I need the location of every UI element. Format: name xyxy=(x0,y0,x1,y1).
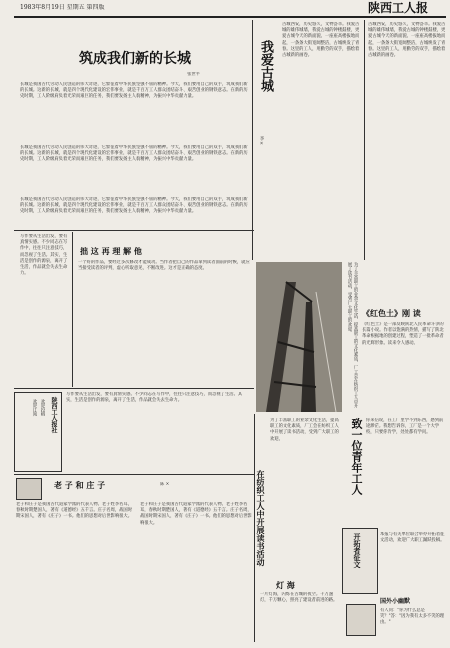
hard-work-title: 拙 这 再 理 解 他 xyxy=(80,246,142,256)
qa-cartoon xyxy=(346,604,376,636)
paper-name: 陕西工人报 xyxy=(368,1,429,15)
rule-v1 xyxy=(252,20,253,260)
laozi-body: 老子和庄子是我国古代道家学派的代表人物。老子姓李名耳，春秋时期楚国人，著有《道德经》五千言。庄子名周，战国时期宋国人，著有《庄子》一书。他们的思想对后世影响很大。 xyxy=(16,502,133,520)
laozi-icon-box xyxy=(16,478,42,500)
main-article-body-3: 长城是我国古代劳动人民创造的伟大奇迹，它象征着中华民族坚强不屈的精神。今天，我们要用自己的双手，筑成我们新的长城。这新的长城，就是四个现代化建设的宏伟事业，就是千百万工人群众团结奋斗、艰苦创业的钢铁意志。在新的历史时期，工人阶级肩负着光荣而艰巨的任务，我们要发扬主人翁精神，为振兴中华贡献力量。 xyxy=(20,197,248,215)
mid-body: 为了丰富职工的业余文化生活，提高职工的文化素质，厂工会在纺织工人中开展了读书活动，受到广大职工的欢迎。 xyxy=(270,418,339,442)
qa-title: 国外小幽默 xyxy=(380,598,411,605)
tower-photo xyxy=(256,262,342,412)
ad-line-1: 欢迎投稿 xyxy=(40,399,45,417)
rule-3 xyxy=(14,474,254,475)
rule-v2 xyxy=(364,20,365,260)
rule-v4 xyxy=(254,414,255,642)
date-line: 1983年8月19日 星期五 第四版 xyxy=(20,4,105,11)
rule-v3 xyxy=(72,232,73,387)
hard-work-body: 一个好的作品，要经过多次修改才能成功。当作者把自己的作品拿到读者面前的时候，就应当接受读者的评判，虚心听取意见，不断改进。这才是正确的态度。 xyxy=(78,260,250,272)
qa-body: 有人问："你为什么总是笑？"答："因为我有太多不笑的理由。" xyxy=(380,608,445,626)
red-soil-title: 《红色土》刚 读 xyxy=(362,308,421,318)
laozi-body-2: 老子和庄子是我国古代道家学派的代表人物。老子姓李名耳，春秋时期楚国人，著有《道德经》五千言。庄子名周，战国时期宋国人，著有《庄子》一书。他们的思想对后世影响很大。 xyxy=(140,502,252,526)
tower-photo-graphic xyxy=(256,262,342,412)
old-city-byline: 李 × xyxy=(259,136,264,147)
mid-vertical-title: 在纺织工人中开展读书活动 xyxy=(256,470,266,566)
writing-body: 写作要从生活出发，要有真情实感。不少同志在写作中，往往只注意技巧，而忽视了生活。其实，生活是创作的源泉，离开了生活，作品就会失去生命力。 xyxy=(20,234,68,277)
worker-title: 致一位青年工人 xyxy=(350,418,363,495)
poem-title: 灯 海 xyxy=(276,580,295,590)
ad-title: 陕西工人报社 xyxy=(50,397,57,433)
main-article-body: 长城是我国古代劳动人民创造的伟大奇迹，它象征着中华民族坚强不屈的精神。今天，我们要用自己的双手，筑成我们新的长城。这新的长城，就是四个现代化建设的宏伟事业，就是千百万工人群众团结奋斗、艰苦创业的钢铁意志。在新的历史时期，工人阶级肩负着光荣而艰巨的任务，我们要发扬主人翁精神，为振兴中华贡献力量。 xyxy=(20,82,248,100)
masthead-rule xyxy=(14,16,446,18)
worker-body: 你来信说，在工厂里学不到东西，感到前途渺茫。我想告诉你，工厂是一个大学校，只要你肯学，处处都有学问。 xyxy=(366,418,444,436)
collect-body: 本报与有关单位联合举办开拓者征文活动，欢迎广大职工踊跃投稿。 xyxy=(380,532,445,544)
red-soil-body: 《红色土》是一部反映陕北人民革命斗争的长篇小说。作者以饱满的热情，描写了陕北革命根据地的创建过程，塑造了一批革命者的光辉形象。读来令人感动。 xyxy=(362,322,444,346)
rule-2 xyxy=(14,388,254,389)
ad-line-2: 欢迎订阅 xyxy=(32,399,37,417)
left-lower-body: 写作要从生活出发，要有真情实感。不少同志在写作中，往往只注意技巧，而忽视了生活。其实，生活是创作的源泉，离开了生活，作品就会失去生命力。 xyxy=(66,392,243,404)
rule-1 xyxy=(14,230,254,231)
laozi-title: 老 子 和 庄 子 xyxy=(54,480,106,490)
old-city-body: 古城西安，历史悠久，文物荟萃。我爱古城的雄伟城墙，我爱古城的钟楼鼓楼，更爱古城今天的新面貌。一座座高楼拔地而起，一条条大街宽阔整洁，古城焕发了青春。这里的工人，用勤劳的双手，描绘着古城新的画卷。 xyxy=(282,22,360,59)
laozi-byline: 陈 × xyxy=(160,482,170,487)
ad-box xyxy=(14,392,62,472)
old-city-title: 我爱古城 xyxy=(258,40,273,92)
main-article-title: 筑成我们新的长城 xyxy=(79,51,191,67)
collect-title: 开拓者征文 xyxy=(353,533,362,568)
poem-body: 一片灯海，闪烁在古城的夜空。千万盏灯，千万颗心，照亮了建设者前进的路。 xyxy=(260,592,338,604)
right-top-body: 古城西安，历史悠久，文物荟萃。我爱古城的雄伟城墙，我爱古城的钟楼鼓楼，更爱古城今天的新面貌。一座座高楼拔地而起，一条条大街宽阔整洁，古城焕发了青春。这里的工人，用勤劳的双手，描绘着古城新的画卷。 xyxy=(368,22,446,59)
photo-caption: 为了丰富职工的业余文化生活，提高职工的文化素质，厂工会在纺织工人中开展了读书活动，受到广大职工的欢迎。 xyxy=(347,262,358,409)
main-article-body-2: 长城是我国古代劳动人民创造的伟大奇迹，它象征着中华民族坚强不屈的精神。今天，我们要用自己的双手，筑成我们新的长城。这新的长城，就是四个现代化建设的宏伟事业，就是千百万工人群众团结奋斗、艰苦创业的钢铁意志。在新的历史时期，工人阶级肩负着光荣而艰巨的任务，我们要发扬主人翁精神，为振兴中华贡献力量。 xyxy=(20,145,248,163)
collect-box xyxy=(342,528,378,594)
main-article-byline: 张世平 xyxy=(187,72,200,77)
